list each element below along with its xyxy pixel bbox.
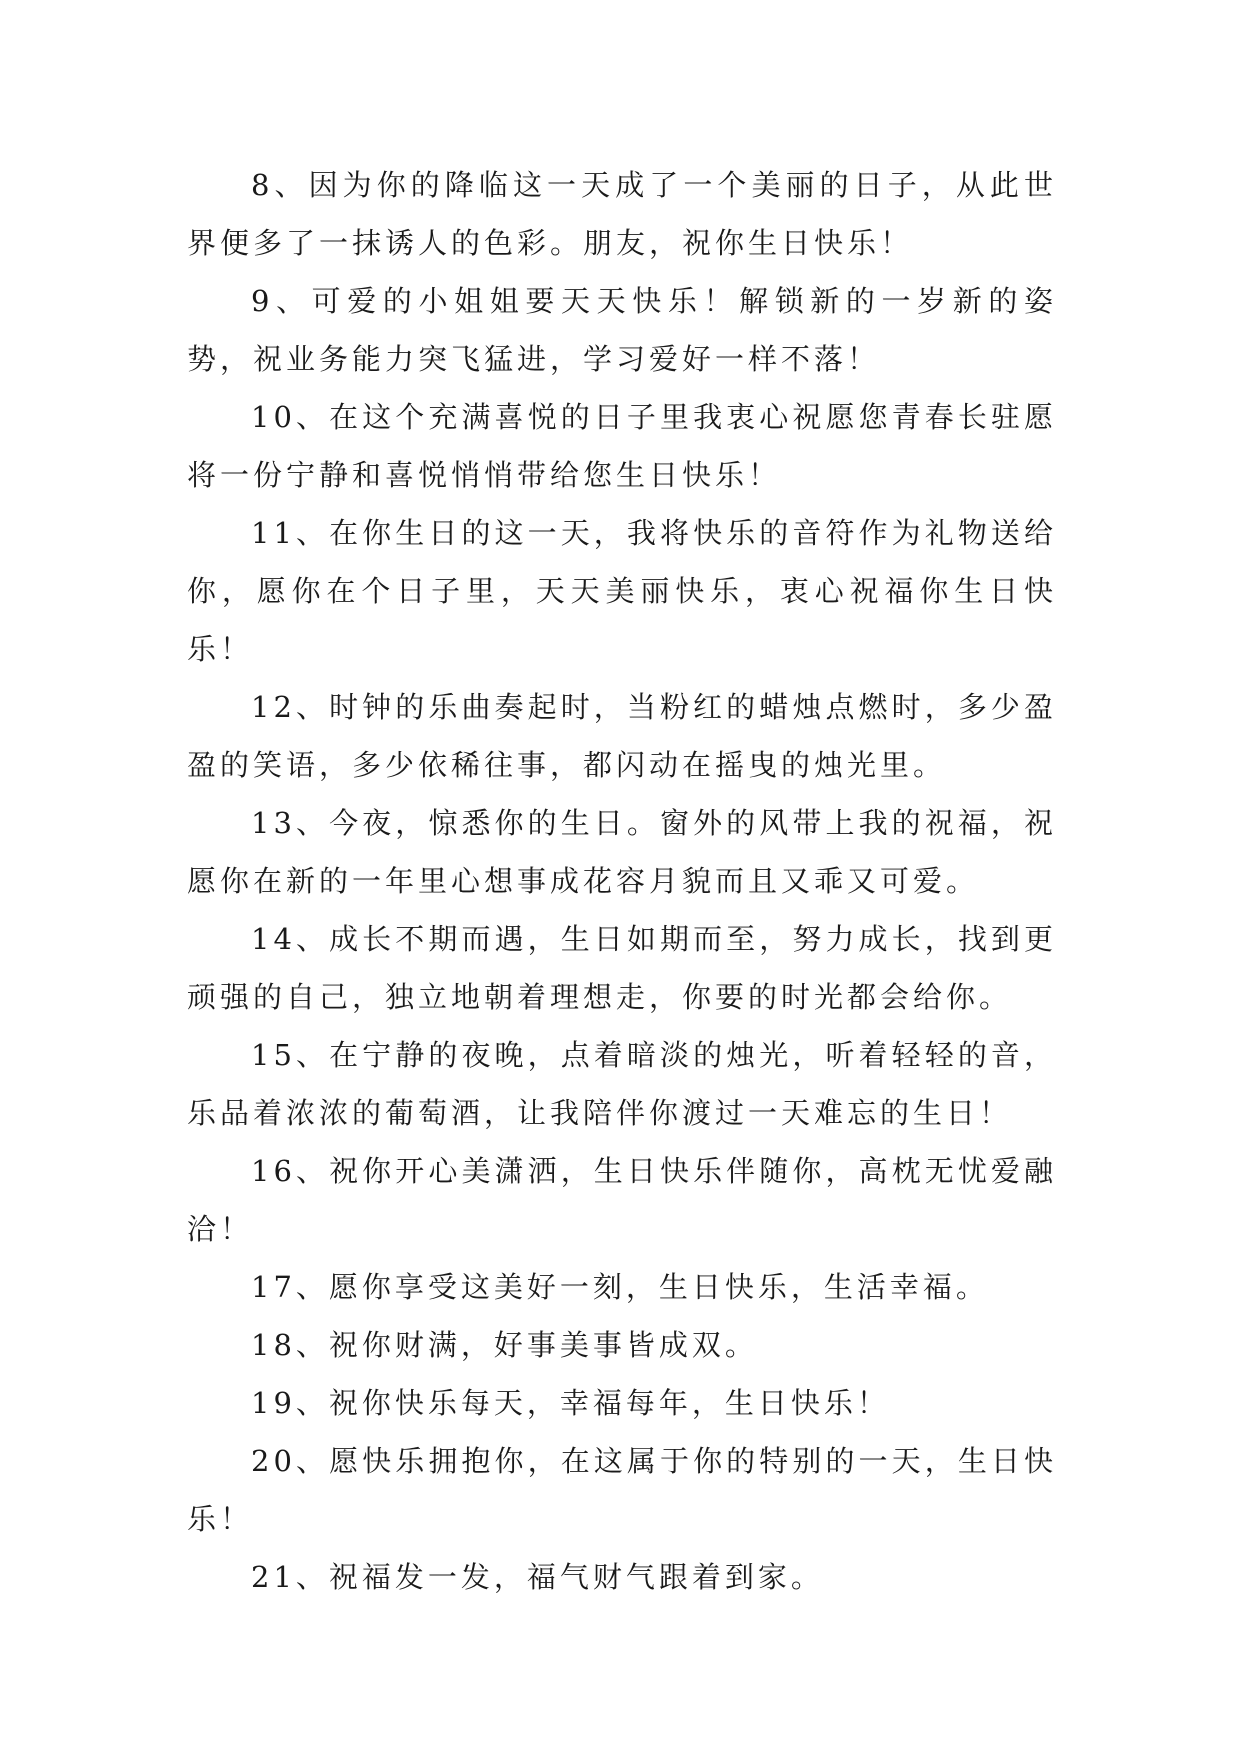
wish-paragraph-12: 12、时钟的乐曲奏起时，当粉红的蜡烛点燃时，多少盈盈的笑语，多少依稀往事，都闪动在摇曳的烛光里。: [187, 690, 1057, 782]
wish-paragraph-18: 18、祝你财满，好事美事皆成双。: [251, 1328, 758, 1362]
wish-paragraph-15: 15、在宁静的夜晚，点着暗淡的烛光，听着轻轻的音，乐品着浓浓的葡萄酒，让我陪伴你渡过一天难忘的生日！: [187, 1038, 1057, 1130]
wish-paragraph-19: 19、祝你快乐每天，幸福每年，生日快乐！: [251, 1386, 890, 1420]
wish-paragraph-17: 17、愿你享受这美好一刻，生日快乐，生活幸福。: [251, 1270, 989, 1304]
wish-paragraph-11: 11、在你生日的这一天，我将快乐的音符作为礼物送给你，愿你在个日子里，天天美丽快乐，衷心祝福你生日快乐！: [187, 516, 1057, 666]
wish-paragraph-21: 21、祝福发一发，福气财气跟着到家。: [251, 1560, 824, 1594]
wish-paragraph-9: 9、可爱的小姐姐要天天快乐！解锁新的一岁新的姿势，祝业务能力突飞猛进，学习爱好一样不落！: [187, 284, 1057, 376]
wish-paragraph-16: 16、祝你开心美潇洒，生日快乐伴随你，高枕无忧爱融洽！: [187, 1154, 1057, 1246]
wish-paragraph-13: 13、今夜，惊悉你的生日。窗外的风带上我的祝福，祝愿你在新的一年里心想事成花容月貌而且又乖又可爱。: [187, 806, 1057, 898]
wish-paragraph-10: 10、在这个充满喜悦的日子里我衷心祝愿您青春长驻愿将一份宁静和喜悦悄悄带给您生日快乐！: [187, 400, 1057, 492]
wish-paragraph-8: 8、因为你的降临这一天成了一个美丽的日子，从此世界便多了一抹诱人的色彩。朋友，祝你生日快乐！: [187, 168, 1057, 260]
wish-paragraph-20: 20、愿快乐拥抱你，在这属于你的特别的一天，生日快乐！: [187, 1444, 1057, 1536]
document-page: [187, 156, 1057, 1606]
wish-paragraph-14: 14、成长不期而遇，生日如期而至，努力成长，找到更顽强的自己，独立地朝着理想走，你要的时光都会给你。: [187, 922, 1057, 1014]
